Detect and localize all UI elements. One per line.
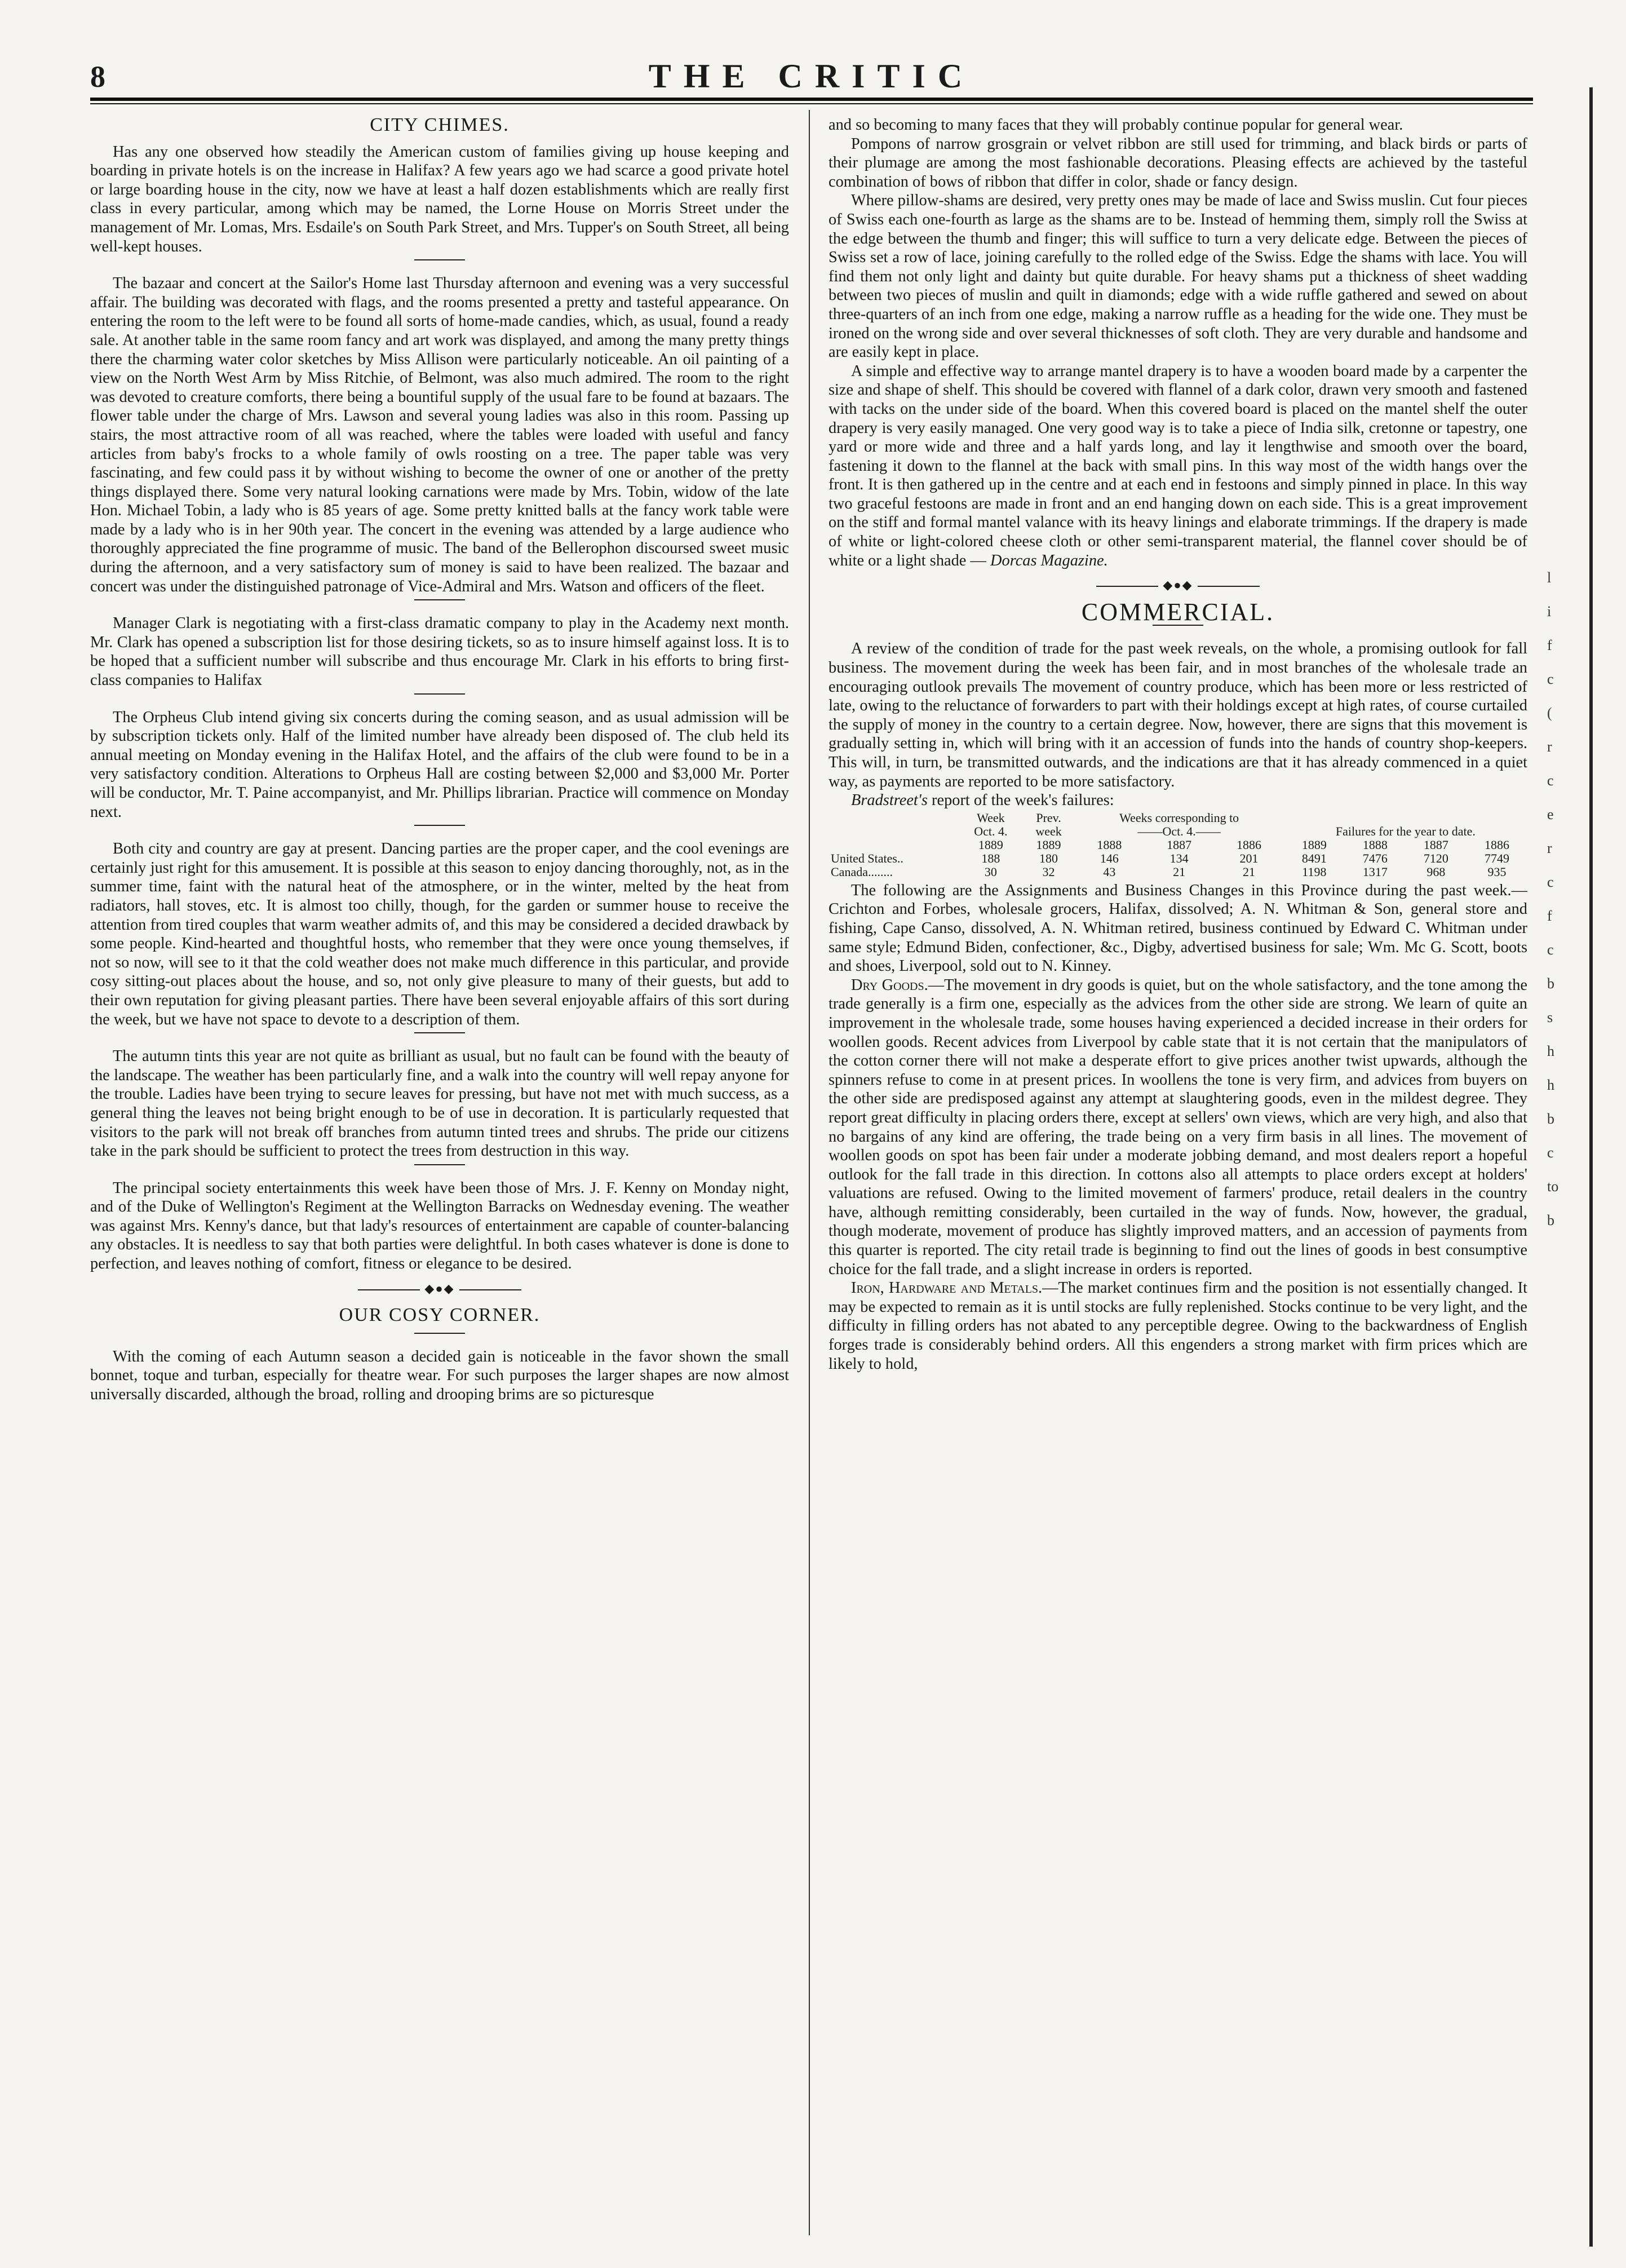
separator — [414, 1164, 465, 1165]
masthead-rule — [90, 98, 1533, 101]
paragraph: Both city and country are gay at present. Dancing parties are the proper caper, and the cool evenings are certainly just right for this amusement. It is possible at this season to enjoy dancing thoroughly, not, as in the summer time, faint with the natural heat of the atmosphere, or in the winter, melted by the heat from radiators, hall stoves, etc. It is almost too chilly, though, for the garden or summer house to receive the attention from tired couples that warm weather admits of, and this may be considered a decided drawback by some people. Kind-hearted and thoughtful hosts, who remember that they were once young themselves, if not so now, will see to it that the cold weather does not make much difference in this particular, and provide cosy sitting-out places about the house, and so, not only give pleasure to many of their guests, but add to their own reputation for giving pleasant parties. There have been several enjoyable affairs of this sort during the week, but we have not space to devote to a description of them. — [90, 840, 789, 1028]
paragraph: and so becoming to many faces that they will probably continue popular for general wear. — [828, 116, 1403, 134]
table-cell: 1317 — [1362, 864, 1388, 879]
paragraph — [828, 1279, 1527, 1373]
separator — [414, 1333, 465, 1334]
paper-title: THE CRITIC — [648, 58, 975, 95]
paragraph: A simple and effective way to arrange mantel drapery is to have a wooden board made by a carpenter the size and shape of shelf. This should be covered with flannel of a dark color, drawn very smooth and fastened with tacks on the under side of the board. When this covered board is placed on the mantel shelf the outer drapery is very easily managed. One very good way is to take a piece of India silk, cretonne or tapestry, one yard or more wide and three and a half yards long, and lay it lengthwise and smooth over the board, fastening it down to the flannel at the back with small pins. In this way most of the width hangs over the front. It is then gathered up in the centre and at each end in festoons and simply pinned in place. In this way two graceful festoons are made in front and an end hanging down on each side. This is a great improvement on the stiff and formal mantel valance with its heavy linings and elaborate trimmings. If the drapery is made of white or light-colored cheese cloth or other semi-transparent material, the flannel cover should be of white or a light shade — Dorcas Magazine. — [828, 362, 1527, 569]
ornament-divider: ◆●◆ — [828, 576, 1527, 595]
table-cell: 7476 — [1362, 851, 1388, 865]
paragraph: With the coming of each Autumn season a decided gain is noticeable in the favor shown the small bonnet, toque and turban, especially for theatre wear. For such purposes the larger shapes are now almost universally discarded, although the broad, rolling and drooping brims are so picturesque — [90, 1347, 789, 1404]
masthead — [90, 54, 1533, 99]
source-credit: Dorcas Magazine. — [990, 551, 1108, 569]
table-header: Prev. — [1036, 810, 1061, 825]
table-year: 1888 — [1362, 837, 1388, 852]
table-cell: 935 — [1487, 864, 1507, 879]
table-cell: 134 — [1169, 851, 1189, 865]
table-cell: 188 — [981, 851, 1000, 865]
paragraph: The Orpheus Club intend giving six concerts during the coming season, and as usual admission will be by subscription tickets only. Half of the limited number have already been disposed of. The club held its annual meeting on Monday evening in the Halifax Hotel, and the affairs of the club were found to be in a very satisfactory condition. Alterations to Orpheus Hall are costing between $2,000 and $3,000 Mr. Porter will be conductor, Mr. T. Paine accompanyist, and Mr. Phillips librarian. Practice will commence on Monday next. — [90, 708, 789, 821]
table-row-label: Canada........ — [831, 864, 893, 879]
table-cell: 146 — [1100, 851, 1119, 865]
table-cell: 180 — [1039, 851, 1058, 865]
table-row — [828, 865, 1527, 879]
table-header: Oct. 4. — [974, 824, 1008, 838]
paragraph: A review of the condition of trade for the past week reveals, on the whole, a promising outlook for fall business. The movement during the week has been fair, and in most branches of the wholesale trade an encouraging outlook prevails The movement of country produce, which has been more or less restricted of late, owing to the reluctance of forwarders to part with their holdings except at high rates, of course curtailed the supply of money in the country to a certain degree. Now, however, there are signs that this movement is gradually setting in, which will bring with it an accession of funds into the hands of country shop-keepers. This will, in turn, be transmitted outwards, and the indications are that it has already commenced in a quiet way, as payments are reported to be more satisfactory. — [828, 640, 1527, 790]
table-cell: 30 — [984, 864, 997, 879]
newspaper-page — [90, 54, 1559, 2241]
edge-marks: l i f c ( r c e r c f c b s h h b c to b — [1547, 569, 1559, 1228]
table-year: 1886 — [1236, 837, 1261, 852]
separator — [414, 259, 465, 260]
paragraph: Pompons of narrow grosgrain or velvet ribbon are still used for trimming, and black birds or parts of their plumage are among the most fashionable decorations. Pleasing effects are achieved by the tasteful combination of bows of ribbon that differ in color, shade or fancy design. — [828, 135, 1527, 191]
separator — [414, 599, 465, 600]
table-header-row — [828, 825, 1527, 838]
section-heading-commercial: COMMERCIAL. — [1081, 598, 1275, 626]
paragraph-text: A simple and effective way to arrange mantel drapery is to have a wooden board made by a carpenter the size and shape of shelf. This should be covered with flannel of a dark color, drawn very smooth and fastened with tacks on the under side of the board. When this covered board is placed on the mantel shelf the outer drapery is very easily managed. One very good way is to take a piece of India silk, cretonne or tapestry, one yard or more wide and three and a half yards long, and lay it lengthwise and smooth over the board, fastening it down to the flannel at the back with small pins. In this way most of the width hangs over the front. It is then gathered up in the centre and at each end in festoons and simply pinned in place. In this way two graceful festoons are made in front and an end hanging down on each side. This is a great improvement on the stiff and formal mantel valance with its heavy linings and elaborate trimmings. If the drapery is made of white or light-colored cheese cloth or other semi-transparent material, the flannel cover should be of white or a light shade — [828, 362, 1527, 569]
table-caption-source: Bradstreet's — [851, 792, 928, 810]
paragraph — [828, 976, 1527, 1279]
table-cell: 8491 — [1301, 851, 1327, 865]
table-cell: 43 — [1103, 864, 1116, 879]
table-header: Weeks corresponding to — [1119, 810, 1239, 825]
table-years-row — [828, 838, 1527, 852]
table-cell: 968 — [1426, 864, 1446, 879]
table-cell: 7120 — [1423, 851, 1448, 865]
table-header-row — [828, 811, 1527, 825]
table-header: ——Oct. 4.—— — [1137, 824, 1221, 838]
failures-table — [828, 811, 1527, 879]
table-header: Failures for the year to date. — [1335, 824, 1476, 838]
table-header: week — [1035, 824, 1062, 838]
table-year: 1886 — [1484, 837, 1509, 852]
table-year: 1887 — [1423, 837, 1448, 852]
paragraph: The autumn tints this year are not quite as brilliant as usual, but no fault can be found with the beauty of the landscape. The weather has been particularly fine, and a walk into the country will well repay anyone for the trouble. Ladies have been trying to secure leaves for pressing, but have not met with much success, as a general thing the leaves not being bright enough to be of use in decoration. It is particularly requested that visitors to the park will not break off branches from autumn tinted trees and shrubs. The pride our citizens take in the park should be sufficient to protect the trees from destruction in this way. — [90, 1047, 789, 1160]
separator — [414, 1032, 465, 1033]
table-year: 1887 — [1167, 837, 1192, 852]
table-row-label: United States.. — [831, 851, 903, 865]
table-cell: 21 — [1242, 864, 1255, 879]
paragraph: The principal society entertainments this week have been those of Mrs. J. F. Kenny on Monday night, and of the Duke of Wellington's Regiment at the Wellington Barracks on Wednesday evening. The weather was against Mrs. Kenny's dance, but that lady's resources of entertainment are capable of counter-balancing any obstacles. It is needless to say that both parties were delightful. In both cases whatever is done is done to perfection, and leaves nothing of comfort, fitness or elegance to be desired. — [90, 1179, 789, 1273]
paragraph-text: —The market continues firm and the position is not essentially changed. It may be expected to remain as it is until stocks are fully replenished. Stocks continue to be very light, and the difficulty in filling orders has not abated to any perceptible degree. Owing to the backwardness of English forges trade is considerably behind orders. All this engenders a strong market with firm prices which are likely to hold, — [828, 1279, 1527, 1373]
table-year: 1888 — [1097, 837, 1122, 852]
separator — [414, 693, 465, 695]
section-heading-city-chimes: CITY CHIMES. — [370, 116, 509, 135]
paragraph: The bazaar and concert at the Sailor's Home last Thursday afternoon and evening was a very successful affair. The building was decorated with flags, and the rooms presented a pretty and tasteful appearance. On entering the room to the left were to be found all sorts of home-made candies, which, as usual, found a ready sale. At another table in the same room fancy and art work was displayed, and among the many pretty things there the charming water color sketches by Miss Allison were particularly noticeable. An oil painting of a view on the North West Arm by Miss Ritchie, of Belmont, was also much admired. The room to the right was devoted to creature comforts, there being a bountiful supply of the usual fare to be found at bazaars. The flower table under the charge of Mrs. Lawson and several young ladies was also in this room. Passing up stairs, the most attractive room of all was reached, where the tables were loaded with useful and fancy articles from baby's frocks to a whole family of owls roosting on a tree. The paper table was very fascinating, and few could pass it by without wishing to become the owner of one or another of the pretty things displayed there. Some very natural looking carnations were made by Mrs. Tobin, widow of the late Hon. Michael Tobin, a lady who is 85 years of age. Some pretty knitted balls at the fancy work table were made by a lady who is in her 90th year. The concert in the evening was attended by a large audience who thoroughly appreciated the fine programme of music. The band of the Bellerophon discoursed sweet music during the afternoon, and a very satisfactory sum of money is said to have been realized. The bazaar and concert was under the distinguished patronage of Vice-Admiral and Mrs. Watson and officers of the fleet. — [90, 275, 789, 595]
subsection-label: Iron, Hardware and Metals. — [851, 1279, 1043, 1297]
table-header: Week — [977, 810, 1005, 825]
table-caption-text: report of the week's failures: — [927, 792, 1114, 810]
masthead-rule-thin — [90, 103, 1533, 104]
paragraph: Where pillow-shams are desired, very pretty ones may be made of lace and Swiss muslin. Cut four pieces of Swiss each one-fourth as large as the shams are to be. Instead of hemming them, simply roll the Swiss at the edge between the thumb and finger; this will suffice to turn a very delicate edge. Between the pieces of Swiss set a row of lace, joining carefully to the rolled edge of the Swiss. Edge the shams with lace. You will find them not only light and dainty but quite durable. For heavy shams put a thickness of sheet wadding between two pieces of muslin and quilt in diamonds; edge with a wide ruffle gathered and sewed on about three-quarters of an inch from one edge, making a narrow ruffle as a heading for the wide one. They must be ironed on the wrong side and over several thicknesses of soft cloth. They are very durable and handsome and are easily kept in place. — [828, 192, 1527, 361]
table-cell: 1198 — [1302, 864, 1327, 879]
table-year: 1889 — [1036, 837, 1061, 852]
table-year: 1889 — [1301, 837, 1327, 852]
paragraph: Has any one observed how steadily the American custom of families giving up house keeping and boarding in private hotels is on the increase in Halifax? A few years ago we had scarce a good private hotel or large boarding house in the city, now we have at least a half dozen establishments which are really first class in every particular, among which may be named, the Lorne House on Morris Street under the management of Mr. Lomas, Mrs. Esdaile's on South Park Street, and Mrs. Tupper's on South Street, all being well-kept houses. — [90, 143, 789, 255]
column-divider — [809, 110, 810, 2235]
separator — [414, 825, 465, 826]
page-edge-bar — [1589, 87, 1593, 2247]
section-heading-cosy-corner: OUR COSY CORNER. — [339, 1305, 540, 1326]
right-column — [828, 116, 1527, 2235]
table-cell: 21 — [1173, 864, 1186, 879]
table-year: 1889 — [978, 837, 1003, 852]
paragraph-text: —The movement in dry goods is quiet, but on the whole satisfactory, and the tone among the trade generally is a firm one, especially as the advices from the other side are strong. We learn of quite an improvement in the wholesale trade, some houses having experienced a decided increase in their orders for woollen goods. Recent advices from Liverpool by cable state that it is not certain that the manipulators of the cotton corner there will not make a desperate effort to give prices another twist upwards, although the spinners refuse to come in at present prices. In woollens the tone is very firm, and advices from buyers on the other side are predisposed against any attempt at slaughtering goods, even in the mildest degree. They report great difficulty in placing orders there, except at sellers' own views, which are very high, and also that no bargains of any kind are offering, the trade being on a very firm basis in all lines. The movement of woollen goods on spot has been fair under a moderate jobbing demand, and most dealers report a hopeful outlook for the fall trade in this direction. In cottons also all attempts to place orders except at holders' valuations are refused. Owing to the limited movement of farmers' produce, retail dealers in the country have, although remitting considerably, been curtailed in the way of funds. Now, however, the gradual, though moderate, movement of produce has slightly improved matters, and an accession of payments from this quarter is reported. The city retail trade is beginning to find out the lines of goods in best consumptive choice for the fall trade, and a slight increase in orders is reported. — [828, 976, 1527, 1278]
table-row — [828, 852, 1527, 865]
page-number: 8 — [90, 60, 105, 94]
subsection-label: Dry Goods. — [851, 976, 928, 994]
table-caption — [828, 791, 1527, 810]
paragraph: Manager Clark is negotiating with a first-class dramatic company to play in the Academy next month. Mr. Clark has opened a subscription list for those desiring tickets, so as to insure himself against loss. It is to be hoped that a sufficient number will subscribe and thus encourage Mr. Clark in his efforts to bring first-class companies to Halifax — [90, 614, 789, 689]
table-cell: 7749 — [1484, 851, 1509, 865]
table-cell: 201 — [1239, 851, 1259, 865]
left-column — [90, 116, 789, 2235]
ornament-divider: ◆●◆ — [90, 1279, 789, 1298]
table-cell: 32 — [1042, 864, 1055, 879]
paragraph: The following are the Assignments and Business Changes in this Province during the past week.—Crichton and Forbes, wholesale grocers, Halifax, dissolved; A. N. Whitman & Son, general store and fishing, Cape Canso, dissolved, A. N. Whitman retired, business continued by Edward C. Whitman under same style; Edmund Biden, confectioner, &c., Digby, advertised business for sale; Wm. Mc G. Scott, boots and shoes, Liverpool, sold out to N. Kinney. — [828, 881, 1527, 975]
